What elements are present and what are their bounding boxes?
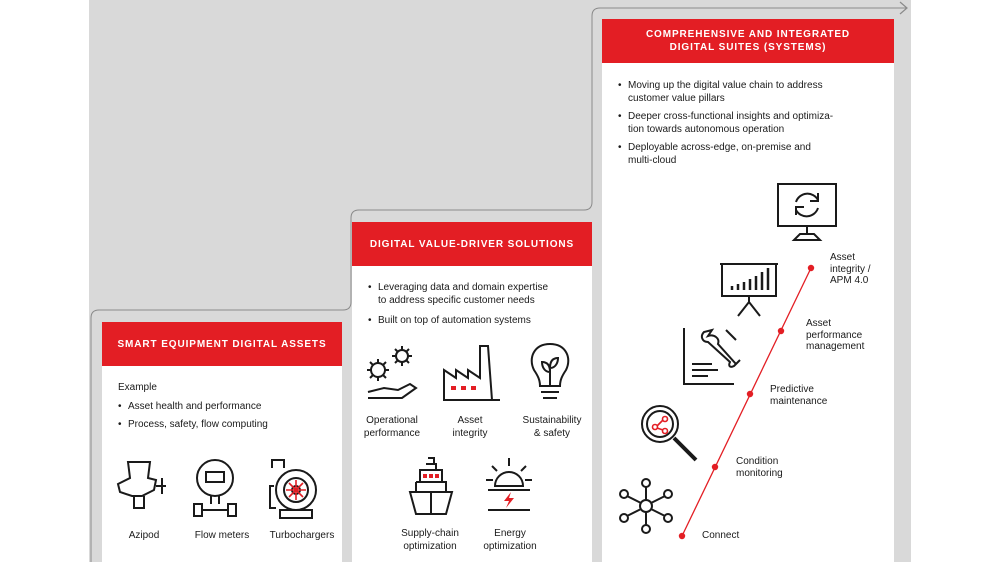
bullet-item: • Deeper cross-functional insights and optimiza- tion towards autonomous operation: [618, 110, 833, 136]
bullet-item: • Process, safety, flow computing: [118, 418, 268, 431]
step-marker-asset-integrity: [808, 265, 814, 271]
bullet-item: • Leveraging data and domain expertise to address specific customer needs: [368, 281, 548, 307]
cargo-ship-icon: [408, 456, 454, 518]
step-marker-connect: [679, 533, 685, 539]
item-label: Asset integrity: [452, 415, 488, 439]
presentation-chart-icon: [718, 258, 780, 318]
step-marker-asset-performance: [778, 328, 784, 334]
turbocharger-icon: [266, 458, 324, 520]
item-label: Supply-chain optimization: [401, 528, 459, 552]
item-label: Operational performance: [363, 415, 421, 439]
magnifier-network-icon: [638, 402, 700, 462]
bullet-item: • Asset health and performance: [118, 400, 261, 413]
step-label-condition-monitoring: Condition monitoring: [736, 456, 783, 479]
item-label: Turbochargers: [269, 530, 335, 541]
smart-equipment-header: SMART EQUIPMENT DIGITAL ASSETS: [102, 322, 342, 366]
example-label: Example: [118, 382, 157, 393]
step-label-asset-performance: Asset performance management: [806, 318, 865, 352]
step-marker-predictive-maintenance: [747, 391, 753, 397]
smart-equipment-column: [102, 322, 342, 562]
gears-hand-icon: [364, 344, 418, 402]
value-driver-header: DIGITAL VALUE-DRIVER SOLUTIONS: [352, 222, 592, 266]
wrench-chart-icon: [682, 326, 744, 386]
bullet-item: • Built on top of automation systems: [368, 314, 531, 327]
bullet-item: • Deployable across-edge, on-premise and multi-cloud: [618, 141, 811, 167]
value-driver-column: [352, 222, 592, 562]
monitor-sync-icon: [776, 182, 838, 242]
step-label-predictive-maintenance: Predictive maintenance: [770, 384, 828, 407]
step-label-asset-integrity: Asset integrity / APM 4.0: [830, 252, 871, 286]
item-label: Energy optimization: [483, 528, 537, 552]
item-label: Flow meters: [194, 530, 250, 541]
step-label-connect: Connect: [702, 530, 740, 541]
item-label: Azipod: [128, 530, 160, 541]
integrated-suites-header: COMPREHENSIVE AND INTEGRATED DIGITAL SUITES (SYSTEMS): [602, 19, 894, 63]
lightbulb-icon: [528, 342, 572, 404]
azipod-icon: [110, 460, 168, 518]
network-hub-icon: [618, 478, 674, 534]
bullet-item: • Moving up the digital value chain to address customer value pillars: [618, 79, 823, 105]
item-label: Sustainability & safety: [522, 415, 582, 439]
factory-icon: [442, 344, 502, 402]
flow-meter-icon: [186, 458, 244, 520]
sun-energy-icon: [484, 456, 534, 518]
step-marker-condition-monitoring: [712, 464, 718, 470]
